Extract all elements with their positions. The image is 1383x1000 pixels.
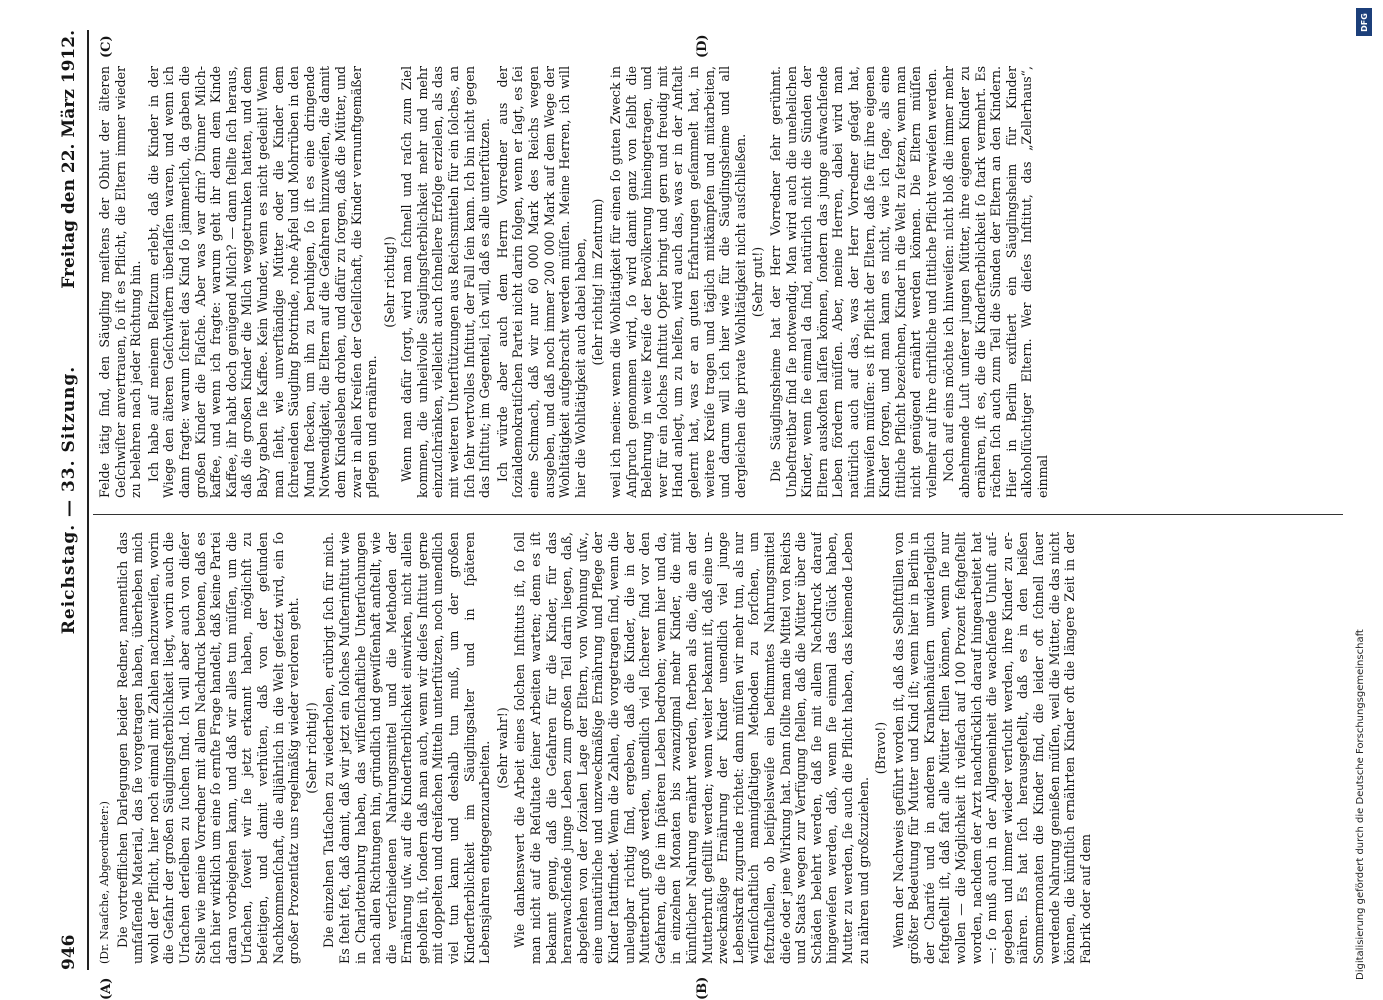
paragraph: Die einzelnen Tatſachen zu wiederholen, erübrigt ſich für mich. Es ſteht feſt, daß damit, daß wir jetzt ein ſolches Muſterinſtitut wie in Charlottenburg haben, das wiſſenſchaftliche Unterſuchungen nach allen Richtungen hin, gründlich und gewiſſenhaft anſtellt, wie die verſchiedenen Nahrungsmittel und die Methoden der Ernährung uſw. auf die Kinderſterblichkeit einwirken, nicht allein geholfen iſt, ſondern daß man auch, wenn wir dieſes Inſtitut gerne mit doppelten und dreifachen Mitteln unterſtützen, noch unendlich viel tun kann und deshalb tun muß, um der großen Kinderſterblichkeit im Säuglingsalter und in ſpäteren Lebensjahren entgegenzuarbeiten. (321, 532, 493, 964)
left-column (97, 532, 1337, 964)
digitization-credit: Digitalisierung gefördert durch die Deutsche Forschungsgemeinschaft (1355, 629, 1366, 980)
paragraph: Ich würde aber auch dem Herrn Vorredner aus der ſozialdemokratiſchen Partei nicht darin folgen, wenn er ſagt, es ſei eine Schmach, daß wir nur 60 000 Mark des Reichs wegen ausgeben, und daß noch immer 200 000 Mark auf dem Wege der Wohltätigkeit aufgebracht werden müſſen. Meine Herren, ich will hier die Wohltätigkeit auch dabei haben, (494, 66, 588, 498)
right-column (97, 66, 1337, 498)
page-date: Freitag den 22. März 1912. (59, 30, 79, 289)
speaker-line: (Dr. Naaſche, Abgeordneter:) (98, 801, 111, 964)
paragraph: Die vortrefflichen Darlegungen beider Redner, namentlich das umfaſſende Material, das ſie vorgetragen haben, überheben mich wohl der Pflicht, hier noch einmal mit Zahlen nachzuweiſen, worin die Gefahr der großen Säuglingsſterblichkeit liegt, worin auch die Urſachen derſelben zu ſuchen ſind. Ich will aber auch von dieſer Stelle wie meine Vorredner mit allem Nachdruck betonen, daß es ſich hier wirklich um eine ſo ernſte Frage handelt, daß keine Partei daran vorbeigehen kann, und daß wir alles tun müſſen, um die Urſachen, ſoweit wir ſie jetzt erkannt haben, möglichſt zu beſeitigen, und damit verhüten, daß von der geſunden Nachkommenſchaft, die alljährlich in die Welt geſetzt wird, ein ſo großer Prozentſatz uns regelmäßig wieder verloren geht. (114, 532, 302, 964)
paragraph: Noch auf eins möchte ich hinweiſen: nicht bloß die immer mehr abnehmende Luſt unſerer jungen Mütter, ihre eigenen Kinder zu ernähren, iſt es, die die Kinderſterblichkeit ſo ſtark vermehrt. Es rächen ſich auch zum Teil die Sünden der Eltern an den Kindern. Hier in Berlin exiſtiert ein Säuglingsheim für Kinder alkoholſüchtiger Eltern. Wer dieſes Inſtitut, das „Zellerhaus“, einmal (941, 66, 1051, 498)
interjection: (Sehr wahr!) (494, 707, 510, 789)
page-header (55, 30, 85, 970)
paragraph: Wenn der Nachweis geführt worden iſt, daß das Selbſtſtillen von größter Bedeutung für Mutter und Kind iſt; wenn hier in Berlin in der Charité und in anderen Krankenhäuſern unwiderleglich feſtgeſtellt iſt, daß faſt alle Mütter ſtillen können, wenn ſie nur wollen — die Möglichkeit iſt vielfach auf 100 Prozent feſtgeſtellt worden, nachdem der Arzt nachdrücklich darauf hingearbeitet hat —: ſo muß auch in der Allgemeinheit die wachſende Unluſt aufgegeben und immer wieder verſucht werden, ihre Kinder zu ernähren. Es hat ſich herausgeſtellt, daß es in den heißen Sommermonaten die Kinder ſind, die leider oft ſchnell ſauer werdende Nahrung genießen müſſen, weil die Mütter, die das nicht können, die künſtlich ernährten Kinder oft die längere Zeit in der Fabrik oder auf dem (890, 532, 1093, 964)
interjection: (Sehr richtig!) (381, 236, 397, 328)
interjection: (ſehr richtig! im Zentrum) (590, 198, 606, 366)
interjection: (Sehr richtig!) (303, 702, 319, 794)
paragraph: Die Säuglingsheime hat der Herr Vorredner ſehr gerühmt. Unbeſtreitbar ſind ſie notwendig. Man wird auch die unehelichen Kinder, wenn ſie einmal da ſind, natürlich nicht die Sünden der Eltern auskoſten laſſen können, ſondern das junge aufwachſende Leben fördern müſſen. Aber, meine Herren, dabei wird man natürlich auch auf das, was der Herr Vorredner geſagt hat, hinweiſen müſſen: es iſt Pflicht der Eltern, daß ſie für ihre eigenen Kinder ſorgen, und man kann es nicht, wie ich ſage, als eine ſittliche Pflicht bezeichnen, Kinder in die Welt zu ſetzen, wenn man nicht genügend ernährt werden können. Die Eltern müſſen vielmehr auf ihre chriſtliche und ſittliche Pflicht verwieſen werden. (767, 66, 939, 498)
paragraph: Ich habe auf meinem Beſitzum erlebt, daß die Kinder in der Wiege den älteren Geſchwiſtern überlaſſen waren, und wenn ich dann fragte: warum ſchreit das Kind ſo jämmerlich, da gaben die großen Kinder die Flaſche. Aber was war drin? Dünner Milchkaffee, und wenn ich fragte: warum geht ihr denn dem Kinde Kaffee, ihr habt doch genügend Milch? — dann ſtellte ſich heraus, daß die großen Kinder die Milch weggetrunken hatten, und dem Baby gaben ſie Kaffee. Kein Wunder, wenn es nicht gedeiht! Wenn man ſieht, wie unverſtändige Mütter oder die Kinder dem ſchreienden Säugling Brotrinde, rohe Äpfel und Mohrrüben in den Mund ſtecken, um ihn zu beruhigen, ſo iſt es eine dringende Notwendigkeit, die Eltern auf die Gefahren hinzuweiſen, die damit dem Kindesleben drohen, und dafür zu ſorgen, daß die Mütter, und zwar in allen Kreiſen der Geſellſchaft, die Kinder vernunftgemäßer pflegen und ernähren. (145, 66, 380, 498)
paragraph: Wenn man dafür ſorgt, wird man ſchnell und raſch zum Ziel kommen, die unheilvolle Säuglingsſterblichkeit mehr und mehr einzuſchränken, vielleicht auch ſchnellere Erfolge erzielen, als das mit weiteren Unterſtützungen aus Reichsmitteln für ein ſolches, an ſich ſehr wertvolles Inſtitut, der Fall ſein kann. Ich bin nicht gegen das Inſtitut; im Gegenteil, ich will, daß es alle unterſtützen. (399, 66, 493, 498)
margin-mark-c: (C) (99, 35, 114, 58)
margin-mark-a: (A) (99, 977, 114, 1000)
margin-mark-b: (B) (695, 976, 710, 1000)
page-number: 946 (59, 934, 79, 970)
paragraph: Felde tätig ſind, den Säugling meiſtens der Obhut der älteren Geſchwiſter anvertrauen, ſo iſt es Pflicht, die Eltern immer wieder zu belehren nach jeder Richtung hin. (97, 66, 144, 498)
column-divider (93, 514, 1343, 515)
interjection: (Bravo!) (873, 721, 889, 775)
paragraph: Wie dankenswert die Arbeit eines ſolchen Inſtituts iſt, ſo ſoll man nicht auf die Reſultate ſeiner Arbeiten warten; denn es iſt bekannt genug, daß die Gefahren für die Kinder, für das heranwachſende junge Leben zum großen Teil darin liegen, daß, abgeſehen von der ſozialen Lage der Eltern, von Wohnung uſw., eine unnatürliche und unzweckmäßige Ernährung und Pflege der Kinder ſtattfindet. Wenn die Zahlen, die vorgetragen ſind, wenn die unleugbar richtig ſind, ergeben, daß die Kinder, die in der Mutterbruſt groß werden, unendlich viel ſicherer ſind vor den Gefahren, die ſie im ſpäteren Leben bedrohen; wenn hier und da, in einzelnen Monaten bis zwanzigmal mehr Kinder, die mit künſtlicher Nahrung ernährt werden, ſterben als die, die an der Mutterbruſt geſtillt werden; wenn weiter bekannt iſt, daß eine unzweckmäßige Ernährung der Kinder unendlich viel junge Lebenskraft zugrunde richtet: dann müſſen wir mehr tun, als nur wiſſenſchaftlich mannigfaltigen Methoden zu forſchen, um feſtzuſtellen, ob beiſpielsweiſe ein beſtimmtes Nahrungsmittel dieſe oder jene Wirkung hat. Dann ſollte man die Mittel von Reichs und Staats wegen zur Verfügung ſtellen, daß die Mütter über die Schäden belehrt werden, daß ſie mit allem Nachdruck darauf hingewieſen werden, daß, wenn ſie einmal das Glück haben, Mutter zu werden, ſie auch die Pflicht haben, das keimende Leben zu nähren und großzuziehen. (512, 532, 871, 964)
margin-mark-d: (D) (695, 34, 710, 58)
page-title: Reichstag. — 33. Sitzung. (59, 365, 79, 635)
header-rule (87, 30, 89, 970)
interjection: (Sehr gut!) (750, 246, 766, 318)
paragraph: weil ich meine: wenn die Wohltätigkeit für einen ſo guten Zweck in Anſpruch genommen wird, ſo wird damit ganz von ſelbſt die Belehrung in weite Kreiſe der Bevölkerung hineingetragen, und wer für ein ſolches Inſtitut Opfer bringt und gern und freudig mit Hand anlegt, um zu helfen, wird auch das, was er in der Anſtalt gelernt hat, was er an guten Erfahrungen geſammelt hat, in weitere Kreiſe tragen und täglich mitkämpfen und mitarbeiten, und darum will ich hier wie für die Säuglingsheime und all dergleichen die private Wohltätigkeit nicht ausſchließen. (608, 66, 748, 498)
dfg-logo: DFG (1356, 8, 1372, 36)
newspaper-page (55, 30, 1345, 1000)
